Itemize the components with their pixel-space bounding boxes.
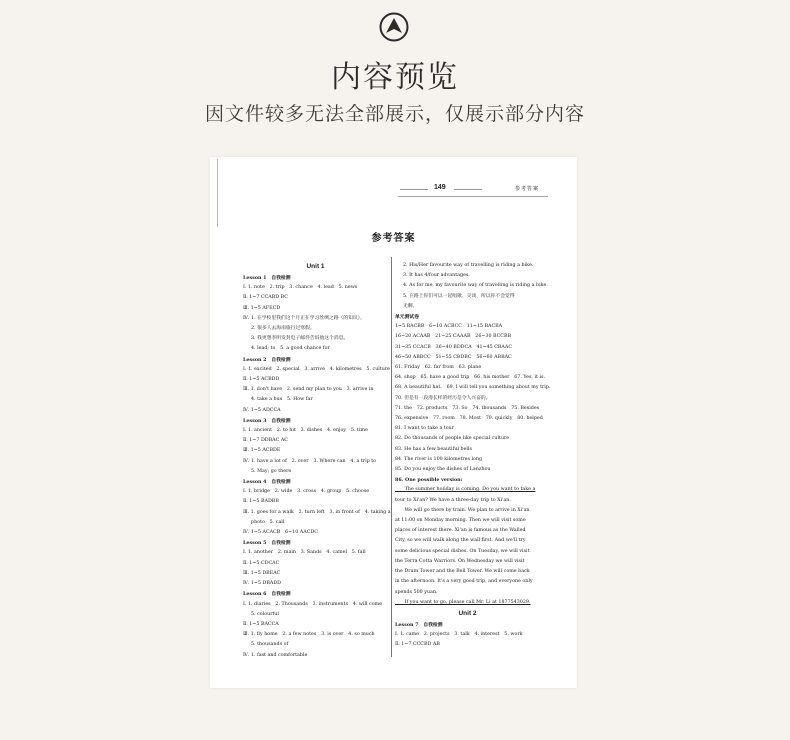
answer-line: Ⅱ. 1~5 ACBDD — [243, 377, 280, 383]
answer-line: City, so we will walk along the wall first. And we'll try — [395, 538, 526, 544]
lesson-heading: Lesson 4 自我检测 — [243, 479, 291, 486]
answer-line: 68. A beautiful hat. 69. I will tell you something about my trip. — [395, 385, 551, 391]
answer-line: spends 500 yuan. — [395, 589, 438, 595]
answer-line: 5. 在路上你们可以一起唱歌、交谈，所以你不会觉得 — [403, 293, 515, 299]
answer-line: 5. thousands of — [251, 642, 289, 648]
answer-line: 无聊。 — [403, 303, 418, 309]
answer-line: places of interest there. Xi'an is famous as the Walled — [395, 528, 526, 534]
answer-line: Ⅱ. 1~5 BACCA — [243, 621, 279, 627]
answer-line: We will go there by train. We plan to arrive in Xi'an — [395, 507, 530, 513]
lesson-heading: 86. One possible version: — [395, 477, 463, 484]
answer-line: Ⅰ. 1. came 2. projects 3. talk 4. interest 5. work — [395, 632, 523, 638]
page-number: 149 — [434, 184, 446, 191]
document-preview — [210, 157, 577, 688]
answer-line: Ⅳ. 1. fast and comfortable — [243, 652, 308, 658]
column-divider — [391, 257, 392, 657]
page-title: 内容预览 — [331, 60, 459, 95]
lesson-heading: 单元测试卷 — [395, 314, 419, 321]
answer-line: 4. As for me, my favourite way of travelling is riding a bike. — [403, 283, 548, 289]
answer-line: Ⅰ. 1. note 2. trip 3. chance 4. lead 5. news — [243, 285, 358, 291]
answer-line: Ⅲ. 1. goes for a walk 2. turn left 3. in front of 4. taking a — [243, 509, 391, 515]
answer-line: Ⅳ. 1. 在学校里我们这个月正在学习丝绸之路（的知识）。 — [243, 315, 365, 321]
answer-line: 81. I want to take a tour — [395, 426, 455, 432]
lesson-heading: Lesson 2 自我检测 — [243, 356, 291, 363]
answer-line: Ⅳ. 1~5 ACACB 6~10 AACDC — [243, 530, 318, 536]
lesson-heading: Lesson 5 自我检测 — [243, 540, 291, 547]
answer-line: Ⅳ. 1~5 DBADD — [243, 581, 282, 587]
answer-line: 2. 很多人去海南旅行过寒假。 — [251, 326, 315, 332]
header-rule — [398, 196, 548, 197]
answer-line: 46~50 ABBCC 51~55 CBDBC 56~60 ABBAC — [395, 354, 512, 360]
answer-line: Ⅰ. 1. ancient 2. to hit 3. dishes 4. enjoy 5. time — [243, 428, 368, 434]
lesson-heading: Lesson 6 自我检测 — [243, 591, 291, 598]
answer-line: Ⅱ. 1~7 DDBAC AC — [243, 438, 288, 444]
left-column — [243, 261, 391, 661]
answer-line: Ⅲ. 1~5 DBEAC — [243, 570, 281, 576]
answer-line: photo 5. call — [251, 519, 285, 525]
answer-line: 71. the 72. products 73. So 74. thousands 75. Besides — [395, 405, 540, 411]
answer-line: Ⅱ. 1~7 CCABD BC — [243, 295, 288, 301]
answer-line: Ⅲ. 1. don't have 2. send my plan to you 3. arrive in — [243, 387, 374, 393]
answer-line: Ⅰ. 1. excited 2. special 3. arrive 4. kilometres 5. culture — [243, 366, 390, 372]
lesson-heading: Lesson 3 自我检测 — [243, 417, 291, 424]
answer-line: 16~20 ACAAB 21~25 CAAAB 26~30 BCCBB — [395, 334, 512, 340]
unit-heading: Unit 1 — [306, 263, 325, 270]
answer-line: Ⅳ. 1. have a lot of 2. over 3. Where can 4. a trip to — [243, 458, 377, 464]
answer-line: Ⅰ. 1. diaries 2. Thousands 3. instruments 4. will come — [243, 601, 382, 607]
answer-line: 82. Do thousands of people like special culture — [395, 436, 510, 442]
answer-line: Ⅲ. 1. fly home 2. a few notes 3. is over 4. so much — [243, 632, 375, 638]
answer-line: 83. He has a few beautiful bells — [395, 446, 472, 452]
answer-line: The summer holiday is coming. Do you want to take a — [395, 487, 536, 493]
answer-line: in the afternoon. It's a very good trip, and everyone only — [395, 579, 533, 585]
answer-line: some delicious special dishes. On Tuesday, we will visit — [395, 548, 530, 554]
lesson-heading: Lesson 7 自我检测 — [395, 621, 443, 628]
lesson-heading: Lesson 1 自我检测 — [243, 275, 291, 281]
answer-line: 5. May; go there — [251, 468, 292, 474]
answer-line: the Terra Cotta Warriors. On Wednesday we will visit — [395, 558, 525, 564]
answer-line: Ⅳ. 1~5 ADCCA — [243, 407, 281, 413]
answer-line: 31~35 CCACB 36~40 BDDCA 41~45 CBAAC — [395, 344, 512, 350]
scan-mark — [217, 159, 218, 227]
logo-icon — [379, 12, 409, 42]
answer-line: 3. 我更想李明发封电子邮件告诉他这个消息。 — [251, 336, 349, 342]
answer-line: the Drum Tower and the Bell Tower. We will come back — [395, 569, 530, 575]
page-number-rule-left — [400, 189, 428, 190]
answer-line: 61. Friday 62. far from 63. plane — [395, 365, 482, 371]
running-title: 参考答案 — [514, 186, 539, 192]
answer-line: at 11:00 on Monday morning. Then we will visit some — [395, 518, 526, 524]
answer-line: 2. His/Her favourite way of travelling is riding a bike. — [403, 263, 534, 268]
page-number-rule-right — [454, 189, 482, 190]
right-column — [395, 261, 551, 651]
answer-line: 76. expensive 77. room 78. Most 79. quickly 80. helped — [395, 416, 543, 422]
page-subtitle: 因文件较多无法全部展示，仅展示部分内容 — [204, 103, 585, 125]
answer-line: tour to Xi'an? We have a three-day trip to Xi'an. — [395, 497, 511, 503]
answer-line: 70. 但是有一段漫长样的经历是令人兴奋的。 — [395, 395, 491, 401]
answer-line: Ⅱ. 1~5 CDCAC — [243, 560, 280, 566]
answer-line: If you want to go, please call Mr. Li at 1877543029. — [395, 599, 531, 605]
answer-line: Ⅱ. 1~7 CCCBD AB — [395, 642, 440, 648]
answer-line: 5. colourful — [251, 611, 279, 617]
answer-line: Ⅲ. 1~5 AFECD — [243, 305, 281, 311]
answer-line: 4. lead; to 5. a good chance for — [251, 346, 330, 352]
answer-line: Ⅰ. 1. bridge 2. wide 3. cross 4. group 5. choose — [243, 489, 370, 495]
answer-line: Ⅰ. 1. another 2. main 3. Sands 4. camel 5. fall — [243, 550, 366, 556]
unit-heading: Unit 2 — [458, 609, 477, 617]
answer-line: 64. shop 65. have a good trip 66. his mother 67. Yes, it is. — [395, 375, 545, 381]
answer-line: 85. Do you enjoy the dishes of Lanzhou — [395, 467, 491, 473]
answer-line: Ⅱ. 1~5 BADBB — [243, 499, 279, 505]
document-title: 参考答案 — [371, 233, 416, 244]
answer-line: 4. take a bus 5. How far — [251, 397, 313, 403]
answer-line: 3. It has 4/four advantages. — [403, 273, 470, 279]
answer-line: 1~5 BACBB 6~10 ACBCC 11~15 BACBA — [395, 324, 503, 330]
answer-line: Ⅲ. 1~5 ACBDE — [243, 448, 281, 454]
answer-line: 84. The river is 100 kilometres long — [395, 456, 483, 462]
